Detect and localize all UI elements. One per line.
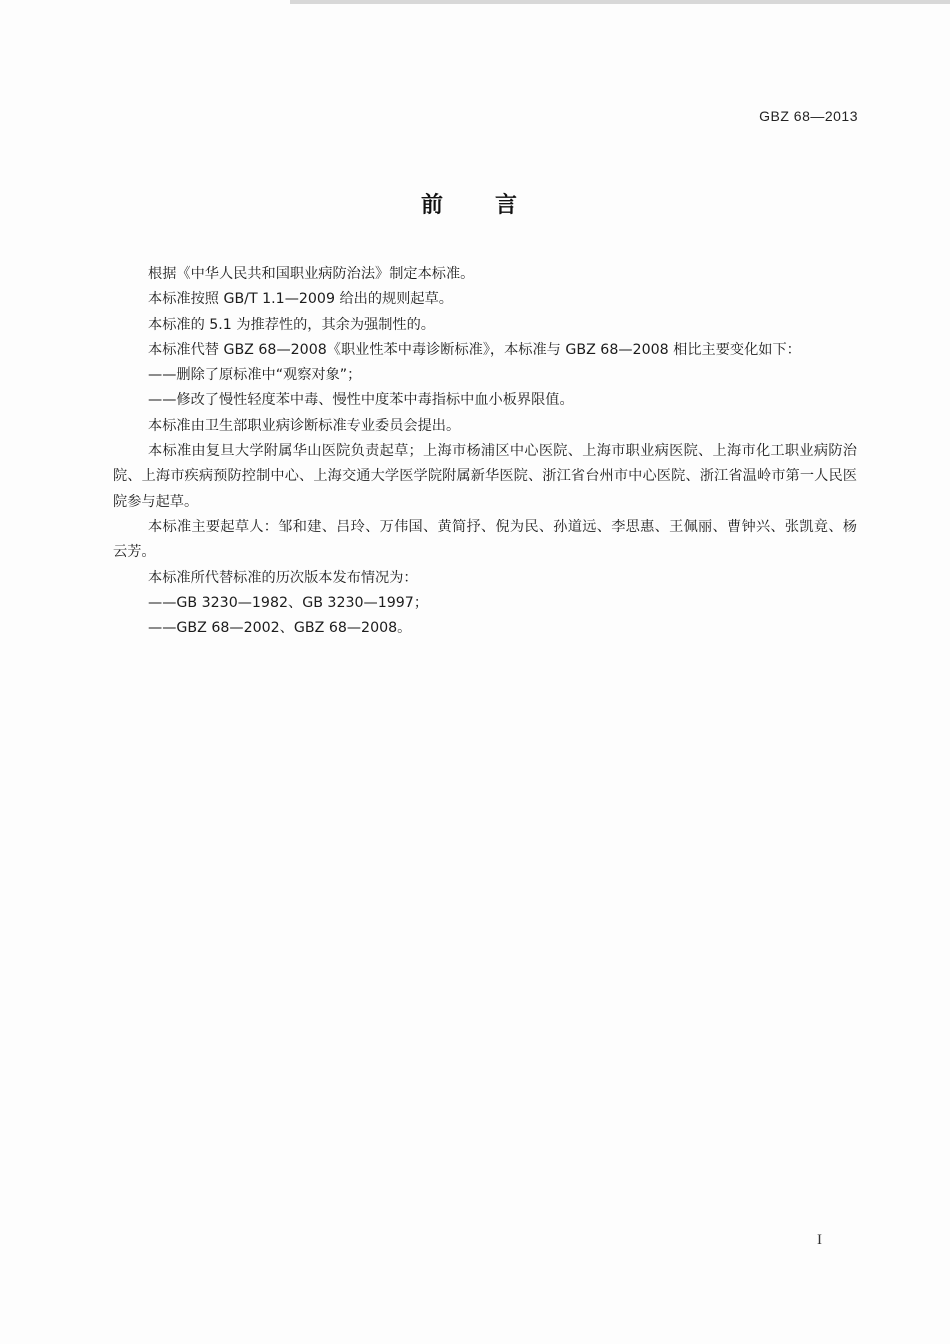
- paragraph: 本标准由卫生部职业病诊断标准专业委员会提出。: [148, 417, 461, 434]
- paragraph: 本标准主要起草人：邹和建、吕玲、万伟国、黄简抒、倪为民、孙道远、李思惠、王佩丽、曹钟兴、张凯竟、杨云芳。: [113, 518, 857, 561]
- page-title: 前言: [420, 193, 569, 218]
- paragraph: ——修改了慢性轻度苯中毒、慢性中度苯中毒指标中血小板界限值。: [148, 392, 574, 409]
- paragraph: 本标准由复旦大学附属华山医院负责起草；上海市杨浦区中心医院、上海市职业病医院、上海市化工职业病防治院、上海市疾病预防控制中心、上海交通大学医学院附属新华医院、浙江省台州市中心医院、浙江省温岭市第一人民医院参与起草。: [113, 443, 857, 510]
- paragraph: 本标准的 5.1 为推荐性的，其余为强制性的。: [148, 316, 435, 333]
- paragraph: 本标准所代替标准的历次版本发布情况为：: [148, 569, 418, 586]
- scan-top-edge: [290, 0, 950, 4]
- page-number: I: [817, 1232, 822, 1248]
- paragraph: ——GB 3230—1982、GB 3230—1997；: [148, 594, 429, 611]
- paragraph: 根据《中华人民共和国职业病防治法》制定本标准。: [148, 266, 475, 282]
- foreword-body: [113, 262, 857, 641]
- paragraph: 本标准代替 GBZ 68—2008《职业性苯中毒诊断标准》，本标准与 GBZ 68—2008 相比主要变化如下：: [148, 341, 801, 358]
- paragraph: 本标准按照 GB/T 1.1—2009 给出的规则起草。: [148, 291, 453, 308]
- paragraph: ——GBZ 68—2002、GBZ 68—2008。: [148, 620, 412, 637]
- paragraph: ——删除了原标准中“观察对象”；: [148, 367, 362, 384]
- standard-number: GBZ 68—2013: [759, 108, 858, 124]
